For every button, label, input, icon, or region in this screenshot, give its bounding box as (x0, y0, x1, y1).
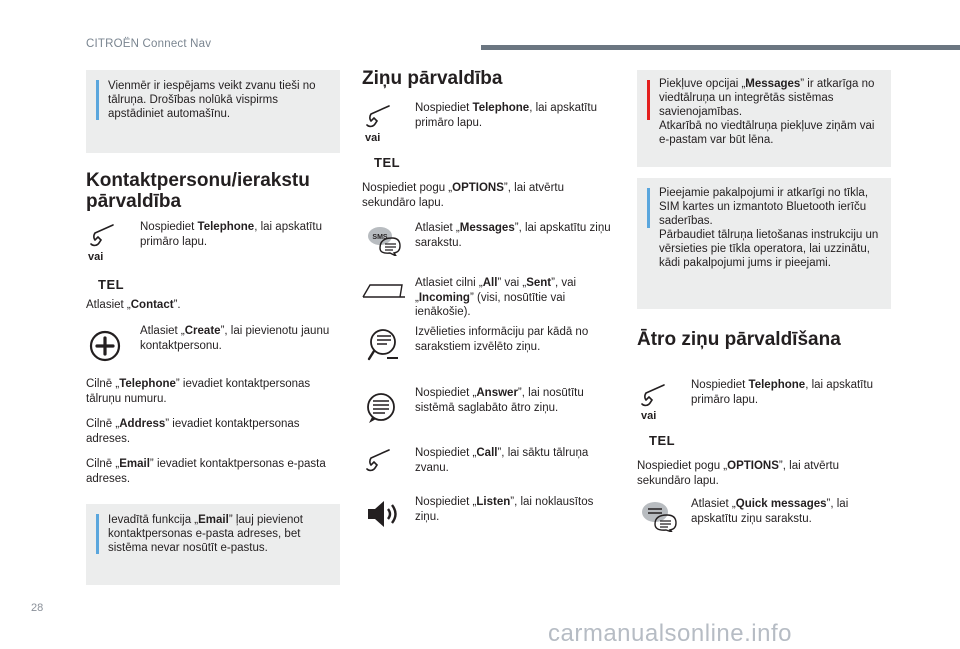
step-choose-text: Izvēlieties informāciju par kādā no sarakstiem izvēlēto ziņu. (415, 326, 589, 353)
section-heading-messages: Ziņu pārvaldība (362, 68, 503, 89)
step-call-text: Nospiediet „Call”, lai sāktu tālruņa zvanu. (415, 447, 589, 474)
step-telephone-text: Nospiediet Telephone, lai apskatītu primāro lapu. (415, 102, 597, 129)
add-plus-icon (89, 330, 121, 362)
tab-email-text: Cilnē „Email” ievadiet kontaktpersonas e-pasta adreses. (86, 458, 326, 485)
step-create-text: Atlasiet „Create”, lai pievienotu jaunu kontaktpersonu. (140, 325, 330, 352)
select-contact-text: Atlasiet „Contact”. (86, 299, 181, 311)
tel-button-label: TEL (649, 433, 676, 448)
step-answer-text: Nospiediet „Answer”, lai nosūtītu sistēmā saglabāto ātro ziņu. (415, 387, 584, 414)
info-box-services (637, 178, 891, 309)
header-rule (481, 45, 960, 50)
step-telephone-text: Nospiediet Telephone, lai apskatītu primāro lapu. (691, 379, 873, 406)
phone-handset-icon (639, 382, 669, 408)
message-detail-icon (366, 327, 402, 363)
tab-telephone-text: Cilnē „Telephone” ievadiet kontaktpersonas tālruņu numuru. (86, 378, 311, 405)
or-label: vai (641, 410, 657, 422)
phone-handset-icon (364, 103, 394, 129)
page-number: 28 (31, 602, 44, 614)
phone-handset-icon (364, 447, 394, 473)
phone-handset-icon (88, 222, 118, 248)
watermark-text: carmanualsonline.info (548, 620, 792, 647)
options-text: Nospiediet pogu „OPTIONS”, lai atvērtu sekundāro lapu. (637, 460, 839, 487)
or-label: vai (365, 132, 381, 144)
info-marker (647, 188, 650, 228)
step-listen-text: Nospiediet „Listen”, lai noklausītos ziņu. (415, 496, 594, 523)
tel-button-label: TEL (374, 155, 401, 170)
info-marker (96, 514, 99, 554)
step-quick-messages-text: Atlasiet „Quick messages”, lai apskatītu ziņu sarakstu. (691, 498, 849, 525)
or-label: vai (88, 251, 104, 263)
info-box-services-text: Pieejamie pakalpojumi ir atkarīgi no tīkla, SIM kartes un izmantoto Bluetooth ierīču saderības. Pārbaudiet tālruņa lietošanas instrukciju un vērsieties pie tīkla operatora, lai uzzinātu, kādi pakalpojumi jums ir pieejami. (659, 187, 879, 269)
tab-selector-icon (362, 283, 406, 299)
tel-button-label: TEL (98, 277, 125, 292)
step-telephone-text: Nospiediet Telephone, lai apskatītu primāro lapu. (140, 221, 322, 248)
tab-address-text: Cilnē „Address” ievadiet kontaktpersonas adreses. (86, 418, 300, 445)
quick-messages-icon (640, 500, 678, 532)
info-marker (96, 80, 99, 120)
section-heading-quick-messages: Ātro ziņu pārvaldīšana (637, 329, 841, 350)
warning-marker (647, 80, 650, 120)
document-header-title: CITROËN Connect Nav (86, 38, 212, 50)
options-text: Nospiediet pogu „OPTIONS”, lai atvērtu sekundāro lapu. (362, 182, 564, 209)
warning-box-messages (637, 70, 891, 167)
answer-message-icon (364, 392, 398, 424)
warning-box-text: Piekļuve opcijai „Messages” ir atkarīga no viedtālruņa un integrētās sistēmas savienojamības. Atkarībā no viedtālruņa piekļuve ziņām vai e-pastam var būt lēna. (659, 78, 875, 146)
sms-icon-label: SMS (372, 234, 388, 241)
sms-message-icon (366, 224, 402, 256)
info-box-text: Vienmēr ir iespējams veikt zvanu tieši no tālruņa. Drošības nolūkā vispirms apstādiniet automašīnu. (108, 80, 316, 120)
info-box-direct-call (86, 70, 340, 153)
step-messages-text: Atlasiet „Messages”, lai apskatītu ziņu sarakstu. (415, 222, 611, 249)
section-heading-contacts: Kontaktpersonu/ierakstu pārvaldība (86, 170, 310, 212)
info-box-email (86, 504, 340, 585)
speaker-icon (366, 499, 402, 529)
step-tabs-text: Atlasiet cilni „All” vai „Sent”, vai „Incoming” (visi, nosūtītie vai ienākošie). (415, 277, 577, 318)
info-box-email-text: Ievadītā funkcija „Email” ļauj pievienot kontaktpersonas e-pasta adreses, bet sistēma nevar nosūtīt e-pastus. (108, 514, 303, 554)
